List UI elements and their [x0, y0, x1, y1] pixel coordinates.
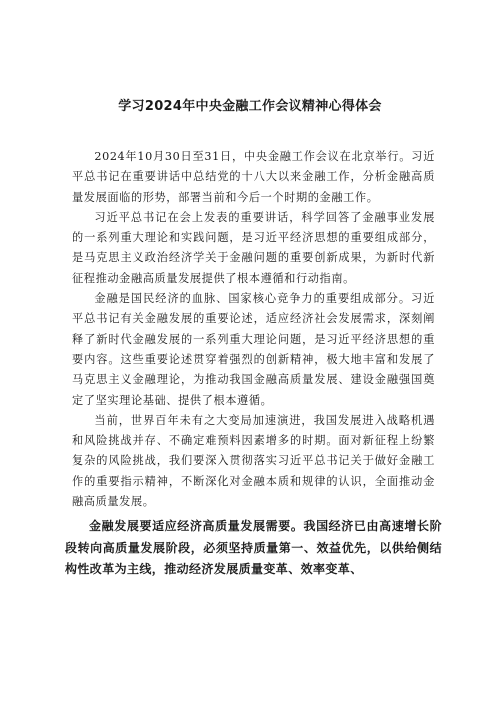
document-body	[65, 147, 442, 581]
paragraph-4: 当前，世界百年未有之大变局加速演进，我国发展进入战略机遇和风险挑战并存、不确定难预料因素增多的时期。面对新征程上纷繁复杂的风险挑战，我们要深入贯彻落实习近平总书记关于做好金融工作的重要指示精神，不断深化对金融本质和规律的认识，全面推动金融高质量发展。	[72, 413, 435, 509]
paragraph-5-lead: 金融发展要适应经济高质量发展需要。	[89, 519, 304, 534]
paragraph-5-rest: 我国经济已由高速增长阶段转向高质量发展阶段，必须坚持质量第一、效益优先，以供给侧结构性改革为主线，推动经济发展质量变革、效率变革、	[65, 519, 442, 577]
paragraph-2: 习近平总书记在会上发表的重要讲话，科学回答了金融事业发展的一系列重大理论和实践问题，是习近平经济思想的重要组成部分，是马克思主义政治经济学关于金融问题的重要创新成果，为新时代新征程推动金融高质量发展提供了根本遵循和行动指南。	[72, 210, 435, 285]
paragraph-1: 2024年10月30日至31日，中央金融工作会议在北京举行。习近平总书记在重要讲话中总结党的十八大以来金融工作，分析金融高质量发展面临的形势，部署当前和今后一个时期的金融工作。	[72, 150, 435, 204]
paragraph-5	[65, 516, 442, 581]
paragraph-3: 金融是国民经济的血脉、国家核心竞争力的重要组成部分。习近平总书记有关金融发展的重要论述，适应经济社会发展需求，深刻阐释了新时代金融发展的一系列重大理论问题，是习近平经济思想的重要内容。这些重要论述贯穿着强烈的创新精神，极大地丰富和发展了马克思主义金融理论，为推动我国金融高质量发展、建设金融强国奠定了坚实理论基础、提供了根本遵循。	[72, 292, 435, 407]
document-title: 学习2024年中央金融工作会议精神心得体会	[118, 99, 382, 114]
